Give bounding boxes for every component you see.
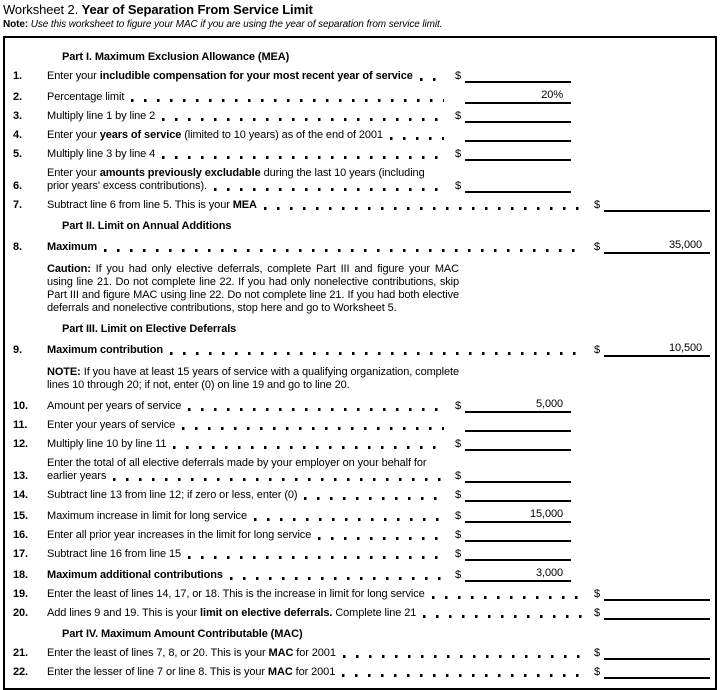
amount-column bbox=[588, 666, 710, 679]
amount-column bbox=[588, 239, 710, 254]
dot-leader bbox=[170, 352, 583, 355]
worksheet-line-5 bbox=[5, 148, 715, 161]
line-number: 7. bbox=[13, 199, 22, 211]
line-text-wrap bbox=[47, 129, 383, 142]
dollar-sign: $ bbox=[454, 470, 461, 482]
entry-underline bbox=[465, 521, 571, 523]
line-number: 12. bbox=[13, 438, 28, 450]
worksheet-line-10 bbox=[5, 398, 715, 413]
line-description bbox=[47, 70, 449, 83]
line-description bbox=[47, 548, 449, 561]
line-number: 21. bbox=[13, 647, 28, 659]
line-description-last bbox=[47, 529, 449, 542]
entry-underline bbox=[604, 658, 710, 660]
line-number: 17. bbox=[13, 548, 28, 560]
amount-column bbox=[449, 470, 571, 483]
dollar-sign: $ bbox=[454, 489, 461, 501]
line-text-wrap bbox=[47, 647, 336, 660]
amount-column bbox=[449, 567, 571, 582]
amount-entry-field[interactable] bbox=[604, 209, 710, 212]
dollar-sign: $ bbox=[454, 110, 461, 122]
entry-underline bbox=[465, 500, 571, 502]
line-description-last bbox=[47, 588, 588, 601]
dot-leader bbox=[318, 537, 444, 540]
worksheet-note bbox=[3, 19, 721, 31]
line-text: during the last 10 years (including bbox=[260, 167, 425, 179]
amount-entry-field[interactable] bbox=[465, 480, 571, 483]
line-text: Enter the lesser of line 7 or line 8. This is your bbox=[47, 666, 268, 678]
worksheet-line-1 bbox=[5, 70, 715, 83]
dot-leader bbox=[230, 577, 444, 580]
line-text-wrap bbox=[47, 400, 181, 413]
dollar-sign: $ bbox=[593, 666, 600, 678]
line-description-last bbox=[47, 569, 449, 582]
dollar-sign: $ bbox=[454, 148, 461, 160]
line-text: Multiply line 3 by line 4 bbox=[47, 148, 156, 160]
amount-entry-field[interactable] bbox=[465, 448, 571, 451]
amount-entry-field[interactable] bbox=[465, 558, 571, 561]
worksheet-line-7 bbox=[5, 199, 715, 212]
line-description bbox=[47, 510, 449, 523]
line-description bbox=[47, 569, 449, 582]
amount-column bbox=[449, 180, 571, 193]
amount-value: 35,000 bbox=[668, 239, 702, 251]
line-number: 8. bbox=[13, 241, 22, 253]
amount-column bbox=[449, 70, 571, 83]
line-text-wrap bbox=[47, 241, 97, 254]
entry-underline bbox=[465, 580, 571, 582]
line-text-wrap bbox=[47, 529, 311, 542]
dot-leader bbox=[104, 249, 583, 252]
line-description bbox=[47, 666, 588, 679]
line-number: 6. bbox=[13, 180, 22, 192]
dot-leader bbox=[113, 478, 444, 481]
line-text-wrap bbox=[47, 91, 124, 104]
line-number: 15. bbox=[13, 510, 28, 522]
line-text: for 2001 bbox=[292, 666, 336, 678]
line-description-last bbox=[47, 91, 449, 104]
line-text: Subtract line 13 from line 12; if zero or less, enter (0) bbox=[47, 489, 298, 501]
line-description bbox=[47, 344, 588, 357]
line-text-wrap bbox=[47, 588, 425, 601]
line-text: Enter your bbox=[47, 129, 100, 141]
line-text: Enter the total of all elective deferrals made by your employer on your behalf for bbox=[47, 457, 427, 469]
entry-underline bbox=[465, 540, 571, 542]
line-number: 5. bbox=[13, 148, 22, 160]
amount-value: 20% bbox=[541, 89, 563, 101]
dot-leader bbox=[423, 615, 583, 618]
line-description bbox=[47, 129, 449, 142]
amount-entry-field[interactable] bbox=[465, 429, 571, 432]
dollar-sign: $ bbox=[454, 180, 461, 192]
worksheet-number: Worksheet 2. bbox=[3, 2, 82, 17]
line-number: 9. bbox=[13, 344, 22, 356]
line-description bbox=[47, 167, 449, 193]
line-text: Enter the least of lines 14, 17, or 18. This is the increase in limit for long service bbox=[47, 588, 425, 600]
part-heading: Part III. Limit on Elective Deferrals bbox=[62, 323, 237, 335]
amount-entry-field[interactable] bbox=[465, 120, 571, 123]
worksheet-line-16 bbox=[5, 529, 715, 542]
amount-column bbox=[449, 398, 571, 413]
line-text: Percentage limit bbox=[47, 91, 125, 103]
amount-column bbox=[449, 529, 571, 542]
dollar-sign: $ bbox=[593, 199, 600, 211]
worksheet-line-12 bbox=[5, 438, 715, 451]
line-number: 20. bbox=[13, 607, 28, 619]
line-text-bold: Maximum bbox=[47, 241, 98, 253]
dollar-sign: $ bbox=[454, 510, 461, 522]
line-description-last bbox=[47, 438, 449, 451]
line-description-last bbox=[47, 400, 449, 413]
amount-entry-field bbox=[465, 508, 571, 523]
entry-underline bbox=[604, 599, 710, 601]
line-text-wrap bbox=[47, 180, 207, 193]
line-description-last bbox=[47, 148, 449, 161]
dot-leader bbox=[420, 78, 444, 81]
entry-underline bbox=[465, 430, 571, 432]
amount-entry-field[interactable] bbox=[604, 657, 710, 660]
amount-entry-field[interactable] bbox=[604, 598, 710, 601]
worksheet-line-22 bbox=[5, 666, 715, 679]
entry-underline bbox=[465, 159, 571, 161]
amount-entry-field bbox=[465, 567, 571, 582]
line-text-wrap bbox=[47, 110, 155, 123]
dot-leader bbox=[343, 655, 583, 658]
amount-entry-field bbox=[604, 239, 710, 254]
worksheet-line-20 bbox=[5, 607, 715, 620]
line-text-wrap bbox=[47, 70, 413, 83]
dot-leader bbox=[162, 156, 444, 159]
line-text: (limited to 10 years) as of the end of 2001 bbox=[181, 129, 383, 141]
dollar-sign: $ bbox=[593, 588, 600, 600]
entry-underline bbox=[604, 677, 710, 679]
line-text-bold: amounts previously excludable bbox=[99, 167, 261, 179]
line-text: Subtract line 6 from line 5. This is your bbox=[47, 199, 233, 211]
dollar-sign: $ bbox=[593, 344, 600, 356]
dot-leader bbox=[188, 556, 444, 559]
dollar-sign: $ bbox=[593, 241, 600, 253]
line-text-bold: MEA bbox=[232, 199, 257, 211]
amount-column bbox=[449, 110, 571, 123]
dollar-sign: $ bbox=[454, 400, 461, 412]
entry-underline bbox=[465, 481, 571, 483]
line-description bbox=[47, 438, 449, 451]
entry-underline bbox=[604, 618, 710, 620]
line-description bbox=[47, 647, 588, 660]
line-description bbox=[47, 110, 449, 123]
worksheet-line-11 bbox=[5, 419, 715, 432]
line-text-bold: Maximum additional contributions bbox=[47, 569, 223, 581]
line-text-bold: years of service bbox=[99, 129, 182, 141]
line-number: 18. bbox=[13, 569, 28, 581]
line-text: Multiply line 1 by line 2 bbox=[47, 110, 156, 122]
line-text-wrap bbox=[47, 344, 163, 357]
part-heading: Part II. Limit on Annual Additions bbox=[62, 220, 232, 232]
line-number: 16. bbox=[13, 529, 28, 541]
dollar-sign: $ bbox=[454, 548, 461, 560]
worksheet-line-8 bbox=[5, 239, 715, 254]
line-description bbox=[47, 400, 449, 413]
amount-entry-field[interactable] bbox=[465, 139, 571, 142]
line-description bbox=[47, 529, 449, 542]
amount-entry-field bbox=[604, 342, 710, 357]
worksheet-line-2 bbox=[5, 89, 715, 104]
line-number: 2. bbox=[13, 91, 22, 103]
line-text-wrap bbox=[47, 607, 416, 620]
line-text: Subtract line 16 from line 15 bbox=[47, 548, 182, 560]
worksheet-rows bbox=[5, 51, 715, 679]
line-text: Add lines 9 and 19. This is your bbox=[47, 607, 201, 619]
line-description-wrap bbox=[47, 167, 449, 180]
worksheet-line-19 bbox=[5, 588, 715, 601]
entry-underline bbox=[465, 449, 571, 451]
entry-underline bbox=[604, 252, 710, 254]
line-description-last bbox=[47, 470, 449, 483]
line-text: Complete line 21 bbox=[332, 607, 417, 619]
line-number: 10. bbox=[13, 400, 28, 412]
line-text-wrap bbox=[47, 419, 175, 432]
amount-column bbox=[449, 89, 571, 104]
line-description-last bbox=[47, 180, 449, 193]
amount-value: 3,000 bbox=[535, 567, 563, 579]
line-text-wrap bbox=[47, 548, 181, 561]
amount-entry-field bbox=[465, 89, 571, 104]
dot-leader bbox=[342, 674, 583, 677]
amount-column bbox=[449, 429, 571, 432]
line-text-wrap bbox=[47, 470, 106, 483]
line-description-last bbox=[47, 129, 449, 142]
line-text: Enter your bbox=[47, 167, 100, 179]
worksheet-line-21 bbox=[5, 647, 715, 660]
entry-underline bbox=[604, 355, 710, 357]
entry-underline bbox=[465, 411, 571, 413]
dot-leader bbox=[390, 137, 444, 140]
dollar-sign: $ bbox=[454, 569, 461, 581]
line-description-last bbox=[47, 647, 588, 660]
dot-leader bbox=[214, 188, 444, 191]
line-description bbox=[47, 91, 449, 104]
amount-column bbox=[588, 588, 710, 601]
line-text: Enter your bbox=[47, 70, 100, 82]
dot-leader bbox=[432, 596, 583, 599]
line-description-last bbox=[47, 199, 588, 212]
paragraph-text: If you have at least 15 years of service with a qualifying organization, complete lines 10 through 20; if not, enter (0) on line 19 and go to line 20. bbox=[47, 366, 459, 391]
note-text: Use this worksheet to figure your MAC if you are using the year of separation from service limit. bbox=[28, 19, 443, 30]
line-text-bold: MAC bbox=[268, 647, 294, 659]
line-text-bold: MAC bbox=[267, 666, 293, 678]
line-description-last bbox=[47, 419, 449, 432]
worksheet-line-17 bbox=[5, 548, 715, 561]
dot-leader bbox=[264, 207, 583, 210]
instruction-paragraph bbox=[47, 366, 459, 392]
amount-column bbox=[449, 548, 571, 561]
amount-value: 10,500 bbox=[668, 342, 702, 354]
worksheet-line-4 bbox=[5, 129, 715, 142]
dot-leader bbox=[188, 408, 444, 411]
line-text: Amount per years of service bbox=[47, 400, 182, 412]
worksheet-line-9 bbox=[5, 342, 715, 357]
worksheet-line-15 bbox=[5, 508, 715, 523]
worksheet-box bbox=[3, 36, 717, 690]
amount-entry-field[interactable] bbox=[465, 190, 571, 193]
entry-underline bbox=[465, 559, 571, 561]
amount-column bbox=[588, 607, 710, 620]
line-text: Enter your years of service bbox=[47, 419, 176, 431]
line-description-last bbox=[47, 548, 449, 561]
line-text: Enter all prior year increases in the limit for long service bbox=[47, 529, 312, 541]
paragraph-text-bold: NOTE: bbox=[47, 366, 81, 378]
line-number: 22. bbox=[13, 666, 28, 678]
line-number: 19. bbox=[13, 588, 28, 600]
line-description-last bbox=[47, 110, 449, 123]
worksheet-line-3 bbox=[5, 110, 715, 123]
line-text: earlier years bbox=[47, 470, 107, 482]
line-text: Multiply line 10 by line 11 bbox=[47, 438, 167, 450]
worksheet-line-6 bbox=[5, 167, 715, 193]
line-description-last bbox=[47, 510, 449, 523]
amount-column bbox=[449, 489, 571, 502]
line-number: 4. bbox=[13, 129, 22, 141]
line-number: 13. bbox=[13, 470, 28, 482]
line-number: 11. bbox=[13, 419, 28, 431]
line-description bbox=[47, 489, 449, 502]
line-description-last bbox=[47, 666, 588, 679]
line-text-bold: includible compensation for your most recent year of service bbox=[99, 70, 413, 82]
dollar-sign: $ bbox=[454, 70, 461, 82]
amount-column bbox=[588, 647, 710, 660]
paragraph-text-bold: Caution: bbox=[47, 263, 91, 275]
amount-column bbox=[449, 438, 571, 451]
amount-column bbox=[449, 148, 571, 161]
amount-column bbox=[588, 199, 710, 212]
line-text-wrap bbox=[47, 438, 166, 451]
line-text: prior years' excess contributions). bbox=[47, 180, 207, 192]
dot-leader bbox=[173, 446, 444, 449]
line-number: 3. bbox=[13, 110, 22, 122]
line-number: 14. bbox=[13, 489, 28, 501]
line-description bbox=[47, 148, 449, 161]
amount-entry-field bbox=[465, 398, 571, 413]
amount-entry-field[interactable] bbox=[604, 676, 710, 679]
dot-leader bbox=[162, 118, 444, 121]
entry-underline bbox=[465, 191, 571, 193]
line-text-wrap bbox=[47, 148, 155, 161]
line-description bbox=[47, 607, 588, 620]
paragraph-text: If you had only elective deferrals, complete Part III and figure your MAC using line 21. Do not complete line 22. If you had only nonelective contributions, skip Part III and figure MAC using line 22. Do not complete line 21. If you had both elective deferrals and nonelective contributions, stop here and go to Worksheet 5. bbox=[47, 263, 459, 314]
entry-underline bbox=[465, 81, 571, 83]
line-description-last bbox=[47, 70, 449, 83]
line-text: for 2001 bbox=[293, 647, 336, 659]
amount-entry-field[interactable] bbox=[604, 617, 710, 620]
worksheet-line-18 bbox=[5, 567, 715, 582]
note-label: Note: bbox=[3, 19, 29, 30]
line-description bbox=[47, 588, 588, 601]
line-text-wrap bbox=[47, 510, 247, 523]
amount-entry-field[interactable] bbox=[465, 80, 571, 83]
line-description bbox=[47, 457, 449, 483]
dollar-sign: $ bbox=[454, 438, 461, 450]
line-description bbox=[47, 241, 588, 254]
worksheet-line-13 bbox=[5, 457, 715, 483]
dollar-sign: $ bbox=[593, 647, 600, 659]
line-description-last bbox=[47, 607, 588, 620]
entry-underline bbox=[465, 140, 571, 142]
worksheet-title: Year of Separation From Service Limit bbox=[81, 2, 313, 17]
part-heading: Part IV. Maximum Amount Contributable (MAC) bbox=[62, 628, 303, 640]
line-number: 1. bbox=[13, 70, 22, 82]
amount-entry-field[interactable] bbox=[465, 158, 571, 161]
line-description-wrap bbox=[47, 457, 449, 470]
line-text-wrap bbox=[47, 666, 335, 679]
dot-leader bbox=[182, 427, 444, 430]
worksheet-line-14 bbox=[5, 489, 715, 502]
instruction-paragraph bbox=[47, 263, 459, 315]
dollar-sign: $ bbox=[454, 529, 461, 541]
line-text-wrap bbox=[47, 569, 223, 582]
line-text-bold: Maximum contribution bbox=[47, 344, 163, 356]
line-description bbox=[47, 419, 449, 432]
amount-entry-field[interactable] bbox=[465, 539, 571, 542]
line-text-bold: limit on elective deferrals. bbox=[200, 607, 333, 619]
line-text-wrap bbox=[47, 489, 297, 502]
dot-leader bbox=[131, 99, 444, 102]
amount-value: 15,000 bbox=[529, 508, 563, 520]
line-text: Enter the least of lines 7, 8, or 20. This is your bbox=[47, 647, 269, 659]
entry-underline bbox=[465, 121, 571, 123]
line-text: Maximum increase in limit for long service bbox=[47, 510, 247, 522]
entry-underline bbox=[465, 102, 571, 104]
line-description-last bbox=[47, 489, 449, 502]
page-title bbox=[3, 2, 721, 17]
dot-leader bbox=[304, 497, 444, 500]
amount-entry-field[interactable] bbox=[465, 499, 571, 502]
dollar-sign: $ bbox=[593, 607, 600, 619]
part-heading: Part I. Maximum Exclusion Allowance (MEA) bbox=[62, 51, 290, 63]
dot-leader bbox=[254, 518, 444, 521]
entry-underline bbox=[604, 210, 710, 212]
line-description-last bbox=[47, 241, 588, 254]
amount-value: 5,000 bbox=[535, 398, 563, 410]
line-text-wrap bbox=[47, 199, 257, 212]
amount-column bbox=[588, 342, 710, 357]
amount-column bbox=[449, 508, 571, 523]
amount-column bbox=[449, 139, 571, 142]
line-description bbox=[47, 199, 588, 212]
line-description-last bbox=[47, 344, 588, 357]
